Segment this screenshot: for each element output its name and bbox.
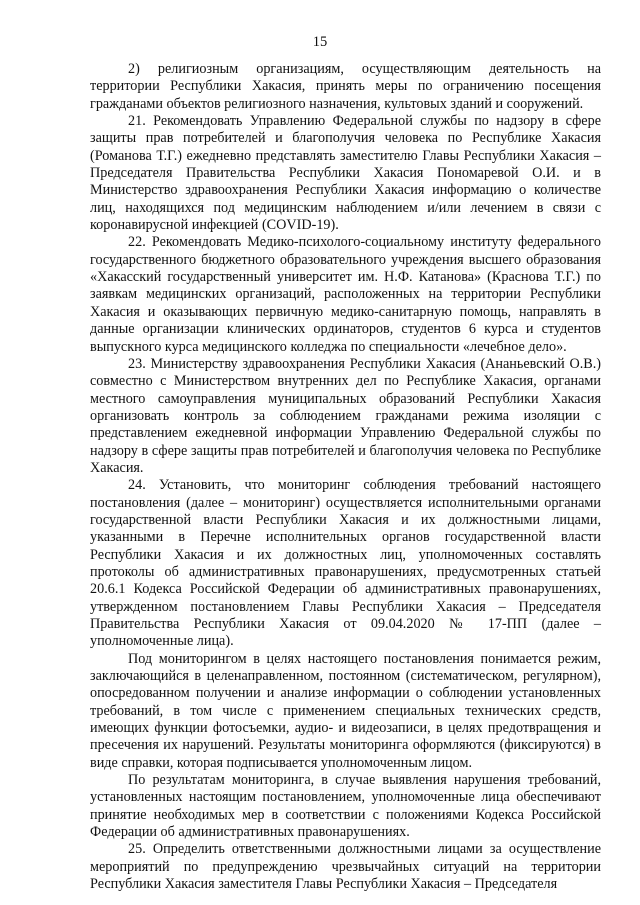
paragraph-religious-organizations: 2) религиозным организациям, осуществляющим деятельность на территории Республики Хакасия, принять меры по ограничению посещения гражданами объектов религиозного назначения, культовых зданий и сооружений. [90,61,601,112]
page-number: 15 [312,34,328,50]
paragraph-23: 23. Министерству здравоохранения Республики Хакасия (Ананьевский О.В.) совместно с Министерством внутренних дел по Республике Хакасия, органами местного самоуправления муниципальных образований Республики Хакасия организовать контроль за соблюдением гражданами режима изоляции с представлением ежедневной информации Управлению Федеральной службы по надзору в сфере защиты прав потребителей и благополучия человека по Республике Хакасия. [90,355,601,476]
paragraph-24: 24. Установить, что мониторинг соблюдения требований настоящего постановления (далее – мониторинг) осуществляется исполнительными органами государственной власти Республики Хакасия и их должностными лицами, указанными в Перечне исполнительных органов государственной власти Республики Хакасия и их должностных лиц, уполномоченных составлять протоколы об административных правонарушениях, предусмотренных статьей 20.6.1 Кодекса Российской Федерации об административных правонарушениях, утвержденном постановлением Главы Республики Хакасия – Председателя Правительства Республики Хакасия от 09.04.2020 № 17-ПП (далее – уполномоченные лица). [90,477,601,650]
paragraph-22: 22. Рекомендовать Медико-психолого-социальному институту федерального государственного бюджетного образовательного учреждения высшего образования «Хакасский государственный университет им. Н.Ф. Катанова» (Краснова Т.Г.) по заявкам медицинских организаций, расположенных на территории Республики Хакасия и оказывающих первичную медико-санитарную помощь, направлять в данные организации клинических ординаторов, студентов 6 курса и студентов выпускного курса медицинского колледжа по специальности «лечебное дело». [90,234,601,355]
paragraph-25: 25. Определить ответственными должностными лицами за осуществление мероприятий по предупреждению чрезвычайных ситуаций на территории Республики Хакасия заместителя Главы Республики Хакасия – Председателя [90,841,601,893]
paragraph-21: 21. Рекомендовать Управлению Федеральной службы по надзору в сфере защиты прав потребителей и благополучия человека по Республике Хакасия (Романова Т.Г.) ежедневно представлять заместителю Главы Республики Хакасия – Председателя Правительства Республики Хакасия Пономаревой О.И. и в Министерство здравоохранения Республики Хакасия информацию о количестве лиц, находящихся под медицинским наблюдением и/или лечением в связи с коронавирусной инфекцией (COVID-19). [90,113,601,234]
paragraph-monitoring-results: По результатам мониторинга, в случае выявления нарушения требований, установленных настоящим постановлением, уполномоченные лица обеспечивают принятие необходимых мер в соответствии с положениями Кодекса Российской Федерации об административных правонарушениях. [90,772,601,841]
paragraph-monitoring-definition: Под мониторингом в целях настоящего постановления понимается режим, заключающийся в целенаправленном, постоянном (систематическом, регулярном), опосредованном получении и анализе информации о соблюдении установленных требований, в том числе с применением специальных технических средств, имеющих функции фотосъемки, аудио- и видеозаписи, в целях предотвращения и пресечения их нарушений. Результаты мониторинга оформляются (фиксируются) в виде справки, которая подписывается уполномоченным лицом. [90,650,601,771]
document-body [90,61,601,894]
